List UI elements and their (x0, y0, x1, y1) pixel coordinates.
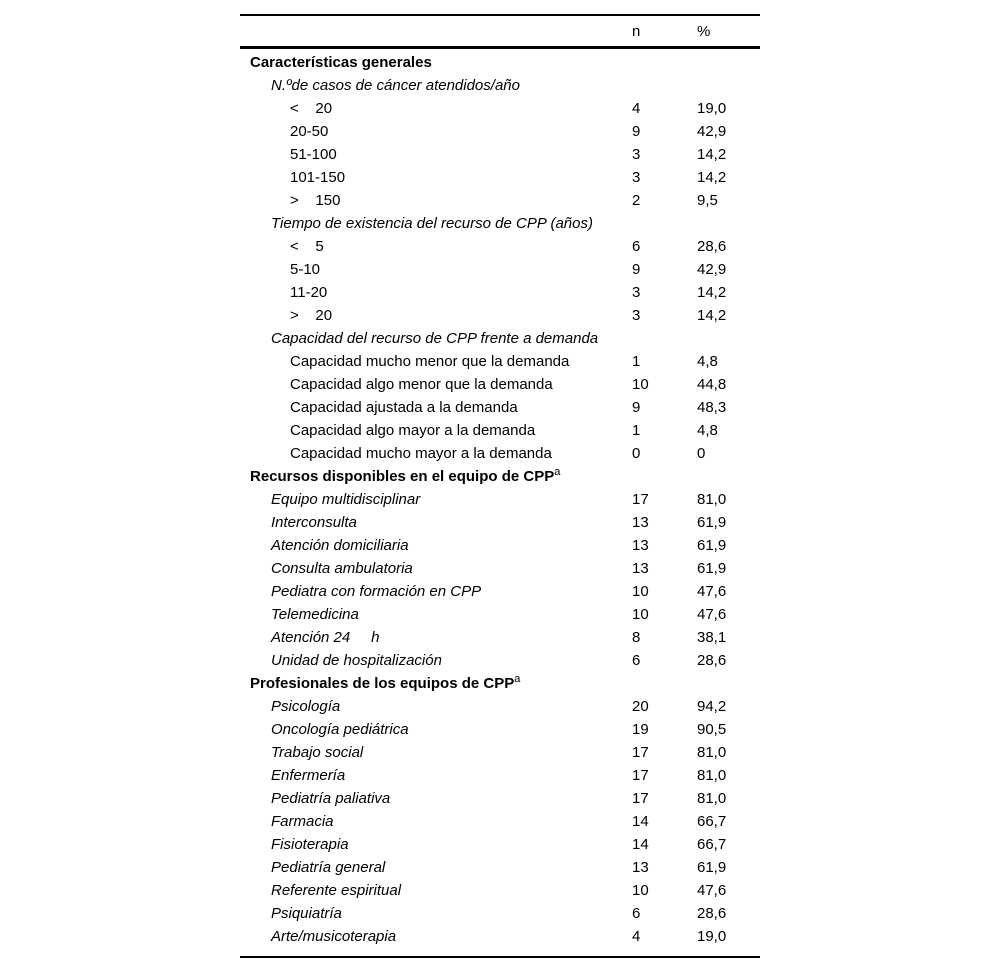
row-pct-value: 61,9 (697, 859, 727, 876)
row-pct-value: 28,6 (697, 238, 727, 255)
table-row (240, 51, 760, 74)
row-label: Referente espiritual (271, 882, 402, 899)
row-n-value (632, 212, 697, 235)
row-label: Fisioterapia (271, 836, 349, 853)
row-label: < 5 (290, 238, 324, 255)
row-n-value (632, 51, 697, 74)
row-pct-value: 4,8 (697, 422, 718, 439)
row-pct-value: 14,2 (697, 146, 727, 163)
col-header-n: n (632, 22, 641, 40)
row-n-value: 10 (632, 583, 649, 600)
row-label: Características generales (250, 54, 432, 71)
row-label: Telemedicina (271, 606, 359, 623)
row-pct-value: 81,0 (697, 767, 727, 784)
row-n-value (632, 672, 697, 695)
row-pct-value: 66,7 (697, 813, 727, 830)
row-n-value: 3 (632, 284, 641, 301)
table-row (240, 649, 760, 672)
row-n-value: 6 (632, 238, 641, 255)
row-n-value: 14 (632, 836, 649, 853)
table-row (240, 304, 760, 327)
row-n-value: 13 (632, 537, 649, 554)
row-label: Trabajo social (271, 744, 364, 761)
row-label: Consulta ambulatoria (271, 560, 413, 577)
row-pct-value: 48,3 (697, 399, 727, 416)
table-row (240, 465, 760, 488)
row-n-value: 3 (632, 169, 641, 186)
row-label: Pediatría general (271, 859, 386, 876)
row-label: Pediatra con formación en CPP (271, 583, 482, 600)
row-label: Pediatría paliativa (271, 790, 391, 807)
row-pct-value: 94,2 (697, 698, 727, 715)
row-label: Arte/musicoterapia (271, 928, 397, 945)
table-row (240, 189, 760, 212)
col-header-pct: % (697, 22, 711, 40)
table-row (240, 534, 760, 557)
table-row (240, 120, 760, 143)
row-label: Oncología pediátrica (271, 721, 409, 738)
row-n-value: 0 (632, 445, 641, 462)
row-n-value: 17 (632, 767, 649, 784)
row-pct-value: 47,6 (697, 882, 727, 899)
row-pct-value: 14,2 (697, 284, 727, 301)
row-n-value (632, 327, 697, 350)
row-label: 101-150 (290, 169, 346, 186)
row-label: < 20 (290, 100, 333, 117)
table-row (240, 672, 760, 695)
row-pct-value: 90,5 (697, 721, 727, 738)
table-row (240, 557, 760, 580)
table-row (240, 327, 760, 350)
row-label: Capacidad ajustada a la demanda (290, 399, 518, 416)
row-label: > 20 (290, 307, 333, 324)
table-row (240, 350, 760, 373)
row-n-value: 9 (632, 399, 641, 416)
row-pct-value (697, 465, 760, 488)
row-label: Psicología (271, 698, 341, 715)
row-pct-value: 4,8 (697, 353, 718, 370)
row-label: Capacidad mucho menor que la demanda (290, 353, 570, 370)
table-row (240, 281, 760, 304)
row-pct-value: 28,6 (697, 652, 727, 669)
row-label: N.ºde casos de cáncer atendidos/año (271, 77, 520, 94)
row-n-value: 9 (632, 123, 641, 140)
row-pct-value (697, 74, 760, 97)
row-pct-value: 0 (697, 445, 706, 462)
row-pct-value (697, 51, 760, 74)
row-n-value: 1 (632, 353, 641, 370)
row-label: Profesionales de los equipos de CPP$^a$ (250, 673, 521, 692)
table-row (240, 212, 760, 235)
row-n-value (632, 465, 697, 488)
row-label: Recursos disponibles en el equipo de CPP$^a$ (250, 466, 561, 485)
table-row (240, 580, 760, 603)
table-row (240, 833, 760, 856)
table-row (240, 764, 760, 787)
row-pct-value: 19,0 (697, 928, 727, 945)
row-n-value: 4 (632, 928, 641, 945)
row-n-value: 3 (632, 146, 641, 163)
row-n-value: 9 (632, 261, 641, 278)
row-pct-value: 47,6 (697, 606, 727, 623)
row-n-value: 10 (632, 606, 649, 623)
row-label: Equipo multidisciplinar (271, 491, 421, 508)
row-label: Enfermería (271, 767, 346, 784)
row-label: 51-100 (290, 146, 337, 163)
row-label: Unidad de hospitalización (271, 652, 442, 669)
table-row (240, 396, 760, 419)
characteristics-table (240, 14, 760, 958)
row-n-value: 10 (632, 376, 649, 393)
row-n-value: 19 (632, 721, 649, 738)
table-row (240, 143, 760, 166)
row-label: Tiempo de existencia del recurso de CPP (años) (271, 215, 593, 232)
row-label: 5-10 (290, 261, 321, 278)
footnote-marker: a (514, 673, 521, 685)
row-pct-value (697, 212, 760, 235)
row-pct-value: 42,9 (697, 123, 727, 140)
row-pct-value (697, 327, 760, 350)
row-pct-value: 81,0 (697, 491, 727, 508)
row-pct-value: 9,5 (697, 192, 718, 209)
row-pct-value: 47,6 (697, 583, 727, 600)
row-label: 11-20 (290, 284, 328, 301)
row-label: Capacidad mucho mayor a la demanda (290, 445, 552, 462)
table-row (240, 879, 760, 902)
table-row (240, 787, 760, 810)
table-row (240, 718, 760, 741)
table-header-row (240, 16, 760, 49)
row-n-value: 17 (632, 744, 649, 761)
row-pct-value: 38,1 (697, 629, 727, 646)
table-row (240, 810, 760, 833)
row-n-value: 4 (632, 100, 641, 117)
row-n-value: 1 (632, 422, 641, 439)
row-pct-value: 28,6 (697, 905, 727, 922)
row-pct-value: 61,9 (697, 560, 727, 577)
row-n-value: 17 (632, 491, 649, 508)
row-label: Atención domiciliaria (271, 537, 409, 554)
row-label: Capacidad algo menor que la demanda (290, 376, 553, 393)
table-row (240, 511, 760, 534)
row-pct-value: 44,8 (697, 376, 727, 393)
row-pct-value: 19,0 (697, 100, 727, 117)
row-pct-value: 14,2 (697, 169, 727, 186)
row-pct-value (697, 672, 760, 695)
row-label: Farmacia (271, 813, 334, 830)
table-row (240, 695, 760, 718)
row-n-value: 10 (632, 882, 649, 899)
table-row (240, 373, 760, 396)
row-label: 20-50 (290, 123, 329, 140)
row-pct-value: 42,9 (697, 261, 727, 278)
table-row (240, 97, 760, 120)
table-row (240, 925, 760, 948)
table-row (240, 442, 760, 465)
table-row (240, 856, 760, 879)
row-n-value: 6 (632, 652, 641, 669)
row-pct-value: 81,0 (697, 744, 727, 761)
row-pct-value: 66,7 (697, 836, 727, 853)
row-n-value: 13 (632, 514, 649, 531)
table-row (240, 902, 760, 925)
table-row (240, 419, 760, 442)
row-n-value: 14 (632, 813, 649, 830)
row-n-value: 17 (632, 790, 649, 807)
row-label: Capacidad algo mayor a la demanda (290, 422, 536, 439)
row-n-value (632, 74, 697, 97)
table-row (240, 74, 760, 97)
row-n-value: 13 (632, 859, 649, 876)
row-pct-value: 61,9 (697, 514, 727, 531)
table-row (240, 603, 760, 626)
table-row (240, 166, 760, 189)
table-row (240, 626, 760, 649)
row-pct-value: 14,2 (697, 307, 727, 324)
footnote-marker: a (554, 466, 561, 478)
row-n-value: 8 (632, 629, 641, 646)
table-row (240, 235, 760, 258)
row-label: Capacidad del recurso de CPP frente a demanda (271, 330, 599, 347)
row-label: Atención 24 h (271, 629, 380, 646)
row-label: Interconsulta (271, 514, 357, 531)
row-label: Psiquiatría (271, 905, 342, 922)
row-n-value: 2 (632, 192, 641, 209)
row-label: > 150 (290, 192, 341, 209)
row-pct-value: 81,0 (697, 790, 727, 807)
row-n-value: 13 (632, 560, 649, 577)
row-n-value: 20 (632, 698, 649, 715)
row-n-value: 6 (632, 905, 641, 922)
row-pct-value: 61,9 (697, 537, 727, 554)
table-row (240, 741, 760, 764)
table-row (240, 488, 760, 511)
table-row (240, 258, 760, 281)
table-body (240, 49, 760, 956)
row-n-value: 3 (632, 307, 641, 324)
